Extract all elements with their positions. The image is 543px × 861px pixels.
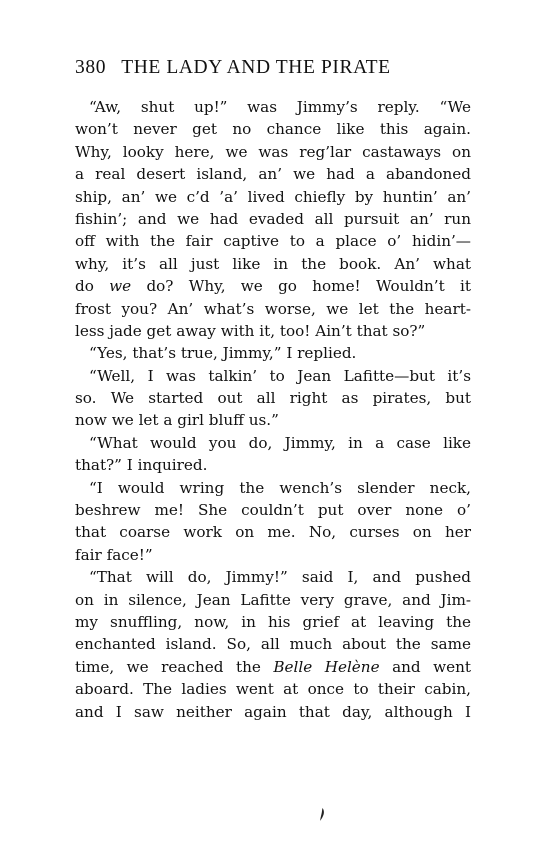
text-line: so. We started out all right as pirates, but bbox=[75, 389, 471, 408]
text-line: on in silence, Jean Lafitte very grave, and Jim- bbox=[75, 590, 471, 609]
page-number: 380 bbox=[75, 57, 107, 78]
text-line: fair face!” bbox=[75, 545, 153, 564]
text-line: won’t never get no chance like this again. bbox=[75, 120, 471, 139]
text-line: time, we reached the Belle Helène and went bbox=[75, 657, 471, 676]
text-line: why, it’s all just like in the book. An’ what bbox=[75, 254, 471, 273]
text-line: do we do? Why, we go home! Wouldn’t it bbox=[75, 277, 471, 296]
printer-ornament-mark bbox=[318, 806, 326, 822]
text-line: frost you? An’ what’s worse, we let the heart- bbox=[75, 299, 471, 318]
text-line: beshrew me! She couldn’t put over none o’ bbox=[75, 501, 471, 520]
text-line: and I saw neither again that day, although I bbox=[75, 702, 471, 721]
running-title: THE LADY AND THE PIRATE bbox=[121, 57, 391, 78]
text-line: “I would wring the wench’s slender neck, bbox=[89, 478, 471, 497]
text-line: aboard. The ladies went at once to their cabin, bbox=[75, 680, 471, 699]
text-line: “Yes, that’s true, Jimmy,” I replied. bbox=[89, 344, 357, 363]
text-line: a real desert island, an’ we had a abandoned bbox=[75, 165, 471, 184]
text-line: ship, an’ we c’d ’a’ lived chiefly by huntin’ an’ bbox=[75, 187, 471, 206]
text-line: less jade get away with it, too! Ain’t that so?” bbox=[75, 321, 426, 340]
text-line: off with the fair captive to a place o’ hidin’— bbox=[75, 232, 471, 251]
text-line: now we let a girl bluff us.” bbox=[75, 411, 279, 430]
text-line: enchanted island. So, all much about the same bbox=[75, 635, 471, 654]
running-head bbox=[75, 57, 475, 81]
body-text bbox=[75, 96, 471, 723]
text-line: “Aw, shut up!” was Jimmy’s reply. “We bbox=[89, 98, 471, 116]
text-line: “What would you do, Jimmy, in a case like bbox=[89, 433, 471, 452]
text-line: “Well, I was talkin’ to Jean Lafitte—but it’s bbox=[89, 366, 471, 385]
text-line: “That will do, Jimmy!” said I, and pushed bbox=[89, 568, 471, 587]
text-line: that?” I inquired. bbox=[75, 456, 208, 475]
text-line: Why, looky here, we was reg’lar castaways on bbox=[75, 142, 471, 161]
text-line: that coarse work on me. No, curses on her bbox=[75, 523, 471, 542]
text-line: my snuffling, now, in his grief at leaving the bbox=[75, 612, 471, 631]
text-line: fishin’; and we had evaded all pursuit an’ run bbox=[75, 209, 471, 228]
